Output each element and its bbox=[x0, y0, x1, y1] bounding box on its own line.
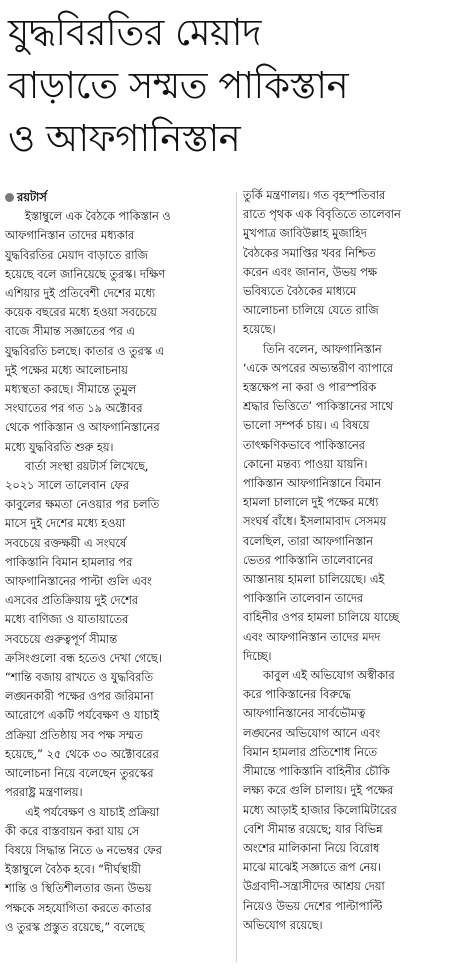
body-line: ভেতর পাকিস্তানি তালেবানের bbox=[243, 553, 374, 567]
body-line: লক্ষ্য করে গুলি চালায়। দুই পক্ষের bbox=[243, 784, 394, 798]
byline bbox=[5, 188, 231, 207]
headline-line-3: ও আফগানিস্তান bbox=[8, 117, 241, 160]
body-line: পাকিস্তানি তালেবান তাদের bbox=[243, 592, 364, 606]
body-line: বাহিনীর ওপর হামলা চালিয়ে যাচ্ছে bbox=[243, 611, 399, 625]
body-line: কোনো মন্তব্য পাওয়া যায়নি। bbox=[243, 457, 368, 471]
body-line: যুদ্ধবিরতি চলছে। কাতার ও তুরস্ক এ bbox=[5, 344, 165, 358]
body-line: অভিযোগ রয়েছে। bbox=[243, 918, 323, 932]
body-line: নিয়েও উভয় দেশের পাল্টাপাল্টি bbox=[243, 899, 383, 913]
body-line: মধ্যস্থতা করছে। সীমান্তে তুমুল bbox=[5, 383, 137, 397]
body-line: বলেছিল, তারা আফগানিস্তান bbox=[243, 534, 373, 548]
body-line: বাজে সীমান্ত সজ্ঞাতের পর এ bbox=[5, 325, 135, 339]
body-line: মধ্যে বাণিজ্য ও যাতায়াতের bbox=[5, 613, 129, 627]
body-line: কয়েক বছরের মধ্যে হওয়া সবচেয়ে bbox=[5, 306, 157, 320]
body-line: পক্ষকে সহযোগিতা করতে কাতার bbox=[5, 901, 152, 915]
body-line: শ্রদ্ধার ভিত্তিতে’ পাকিস্তানের সাথে bbox=[243, 400, 393, 414]
body-line: এশিয়ার দুই প্রতিবেশী দেশের মধ্যে bbox=[5, 287, 156, 301]
body-line: বিমান হামলার প্রতিশোধ নিতে bbox=[243, 745, 377, 759]
body-line: কাবুল এই অভিযোগ অস্বীকার bbox=[263, 669, 395, 683]
body-line: যুদ্ধবিরতির মেয়াদ বাড়াতে রাজি bbox=[5, 248, 148, 262]
body-line: আরোপে একটি পর্যবেক্ষণ ও যাচাই bbox=[5, 709, 159, 723]
body-line: আলোচনা নিয়ে বলেছেন তুরস্কের bbox=[5, 767, 154, 781]
headline-line-2: বাড়াতে সম্মত পাকিস্তান bbox=[8, 64, 349, 107]
body-line: উগ্রবাদী-সন্ত্রাসীদের আশ্রয় দেয়া bbox=[243, 880, 385, 894]
body-line: বিষয়ে সিদ্ধান্ত নিতে ৬ নভেম্বর ফের bbox=[5, 843, 162, 857]
body-line: হস্তক্ষেপ না করা ও পারস্পরিক bbox=[243, 381, 376, 395]
body-line: ক্রসিংগুলো বন্ধ হতেও দেখা গেছে। bbox=[5, 651, 162, 665]
body-line: সংঘর্ষ বাঁধে। ইসলামাবাদ সেসময় bbox=[243, 515, 387, 529]
byline-bullet-icon bbox=[5, 193, 14, 202]
body-line: বৈঠকের সমাপ্তির খবর নিশ্চিত bbox=[243, 246, 376, 260]
body-line: ‘একে অপরের অভ্যন্তরীণ ব্যাপারে bbox=[243, 361, 393, 375]
body-line: তাৎক্ষণিকভাবে পাকিস্তানের bbox=[243, 438, 365, 452]
body-line: হয়েছে,” ২৫ থেকে ৩০ অক্টোবরের bbox=[5, 747, 159, 761]
body-line: সবচেয়ে গুরুত্বপূর্ণ সীমান্ত bbox=[5, 632, 118, 646]
body-line: প্রক্রিয়া প্রতিষ্ঠায় সব পক্ষ সম্মত bbox=[5, 728, 143, 742]
body-line: হয়েছে বলে জানিয়েছে তুরস্ক। দক্ষিণ bbox=[5, 267, 166, 281]
body-line: এবং আফগানিস্তান তাদের মদদ bbox=[243, 630, 381, 644]
body-line: অংশের মালিকানা নিয়ে বিরোধ bbox=[243, 841, 380, 855]
body-line: তুর্কি মন্ত্রণালয়। গত বৃহস্পতিবার bbox=[243, 189, 386, 202]
body-line: করেন এবং জানান, উভয় পক্ষ bbox=[243, 265, 377, 279]
body-line: ইস্তাম্বুলে বৈঠক হবে। “দীর্ঘস্থায়ী bbox=[5, 863, 141, 877]
body-line: পাকিস্তানি বিমান হামলার পর bbox=[5, 555, 133, 569]
body-line: দিচ্ছে। bbox=[243, 649, 272, 663]
body-line: ইস্তাম্বুলে এক বৈঠকে পাকিস্তান ও bbox=[25, 210, 171, 224]
body-line: মধ্যে আড়াই হাজার কিলোমিটারের bbox=[243, 803, 397, 817]
column-divider bbox=[236, 192, 237, 962]
body-line: কাবুলের ক্ষমতা নেওয়ার পর চলতি bbox=[5, 498, 160, 512]
body-line: ২০২১ সালে তালেবান ফের bbox=[5, 479, 129, 493]
body-line: সীমান্তে পাকিস্তানি বাহিনীর চৌকি bbox=[243, 765, 390, 779]
body-line: লঙ্ঘনকারী পক্ষের ওপর জরিমানা bbox=[5, 690, 154, 704]
body-line: তিনি বলেন, আফগানিস্তান bbox=[263, 342, 382, 356]
body-line: ভালো সম্পর্ক চায়। এ বিষয়ে bbox=[243, 419, 370, 433]
body-line: করে পাকিস্তানের বিরুদ্ধে bbox=[243, 688, 351, 702]
body-line: মাঝে মাঝেই সজ্ঞাতে রূপ নেয়। bbox=[243, 861, 381, 875]
body-line: আফগানিস্তান তাদের মধ্যকার bbox=[5, 229, 135, 243]
body-line: আলোচনা চালিয়ে যেতে রাজি bbox=[243, 304, 379, 318]
body-line: দুই পক্ষের মধ্যে আলোচনায় bbox=[5, 363, 128, 377]
body-line: এসবের প্রতিক্রিয়ায় দুই দেশের bbox=[5, 594, 139, 608]
body-line: ভবিষ্যতে বৈঠকের মাধ্যমে bbox=[243, 285, 357, 299]
body-line: রাতে পৃথক এক বিবৃতিতে তালেবান bbox=[243, 208, 401, 222]
body-line: পাকিস্তান আফগানিস্তানে বিমান bbox=[243, 477, 381, 491]
body-line: সবচেয়ে রক্তক্ষয়ী এ সংঘর্ষে bbox=[5, 536, 127, 550]
body-line: মাসে দুই দেশের মধ্যে হওয়া bbox=[5, 517, 126, 531]
body-line: হয়েছে। bbox=[243, 323, 276, 337]
body-line: বেশি সীমান্ত রয়েছে; যার বিভিন্ন bbox=[243, 822, 383, 836]
body-line: পররাষ্ট্র মন্ত্রণালয়। bbox=[5, 786, 83, 800]
body-line: “শান্তি বজায় রাখতে ও যুদ্ধবিরতি bbox=[5, 671, 153, 685]
body-line: আফগানিস্তানের পাল্টা গুলি এবং bbox=[5, 575, 152, 589]
headline bbox=[8, 6, 463, 165]
body-line: ও তুরস্ক প্রস্তুত রয়েছে,” বলেছে bbox=[5, 920, 145, 934]
body-line: লঙ্ঘনের অভিযোগ আনে এবং bbox=[243, 726, 381, 740]
body-line: মধ্যে যুদ্ধবিরতি শুরু হয়। bbox=[5, 440, 114, 454]
byline-text: রয়টার্স bbox=[17, 191, 47, 204]
body-line: আস্তানায় হামলা চালিয়েছে। এই bbox=[243, 573, 385, 587]
article-column-right bbox=[243, 186, 465, 935]
body-line: কী করে বাস্তবায়ন করা যায় সে bbox=[5, 824, 140, 838]
body-line: সংঘাতের পর গত ১৯ অক্টোবর bbox=[5, 402, 143, 416]
article-column-left bbox=[5, 188, 231, 937]
body-line: এই পর্যবেক্ষণ ও যাচাই প্রক্রিয়া bbox=[25, 805, 160, 819]
body-line: হামলা চালালে দুই পক্ষের মধ্যে bbox=[243, 496, 379, 510]
body-line: থেকে পাকিস্তান ও আফগানিস্তানের bbox=[5, 421, 160, 435]
body-line: মুখপাত্র জাবিউল্লাহ মুজাহিদ bbox=[243, 227, 367, 241]
body-line: শান্তি ও স্থিতিশীলতার জন্য উভয় bbox=[5, 882, 152, 896]
body-line: আফগানিস্তানের সার্বভৌমত্ব bbox=[243, 707, 366, 721]
body-line: বার্তা সংস্থা রয়টার্স লিখেছে, bbox=[25, 459, 149, 473]
headline-line-1: যুদ্ধবিরতির মেয়াদ bbox=[8, 11, 261, 54]
